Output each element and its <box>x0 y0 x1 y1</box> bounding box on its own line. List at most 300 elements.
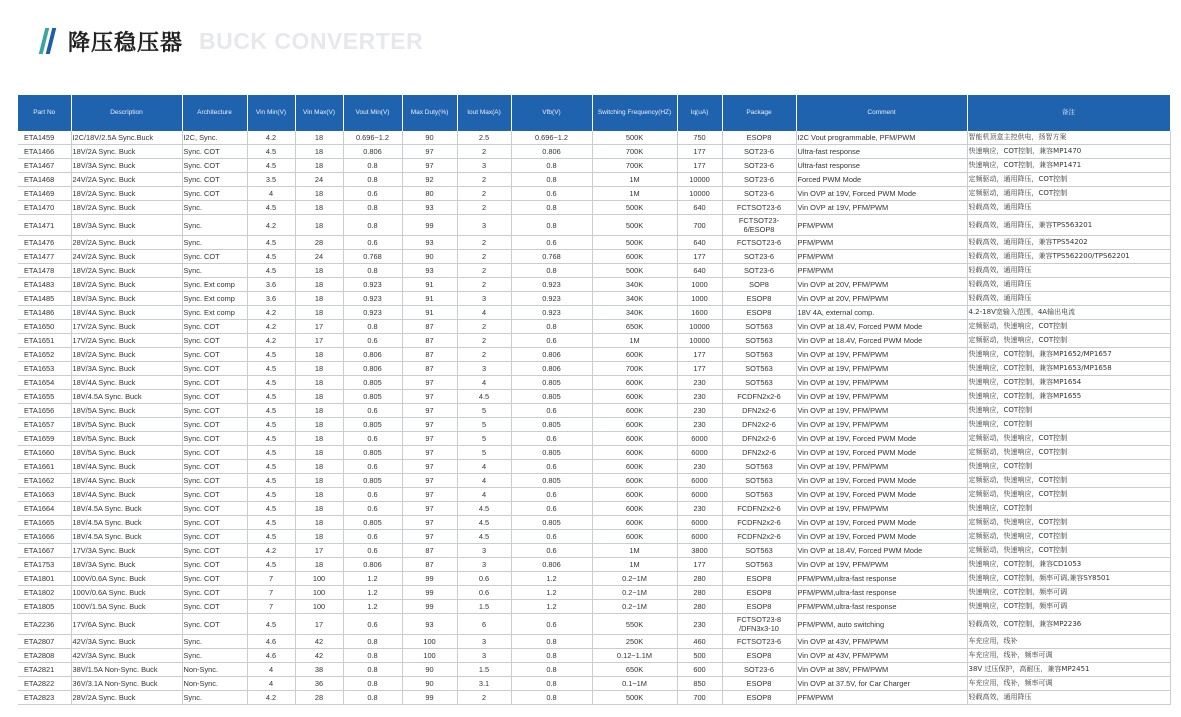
table-cell: DFN2x2-6 <box>722 418 796 432</box>
table-cell: Sync. COT <box>182 145 247 159</box>
table-row <box>18 516 1170 530</box>
table-row <box>18 278 1170 292</box>
table-cell: 230 <box>677 390 722 404</box>
table-cell: 2 <box>457 278 511 292</box>
table-cell: Vin OVP at 19V, Forced PWM Mode <box>796 474 967 488</box>
table-cell: 3 <box>457 292 511 306</box>
table-cell: 18V/2A Sync. Buck <box>71 264 182 278</box>
table-cell: 42V/3A Sync. Buck <box>71 635 182 649</box>
table-cell: 0.6 <box>343 530 402 544</box>
table-row <box>18 145 1170 159</box>
table-cell: 0.6 <box>511 460 592 474</box>
table-cell: 18 <box>295 264 343 278</box>
table-cell: 2 <box>457 201 511 215</box>
table-cell: 0.923 <box>511 306 592 320</box>
table-cell: ETA1802 <box>18 586 71 600</box>
table-cell: 快速响应，COT控制，兼容MP1652/MP1657 <box>967 348 1170 362</box>
table-cell: 850 <box>677 677 722 691</box>
table-cell: 0.6 <box>343 544 402 558</box>
table-cell: 17 <box>295 544 343 558</box>
table-cell: 轻载高效，通用降压，兼容TPS562200/TPS62201 <box>967 250 1170 264</box>
table-cell: 18 <box>295 516 343 530</box>
table-cell: ETA1656 <box>18 404 71 418</box>
table-cell: 4 <box>247 663 295 677</box>
table-cell: 1.2 <box>343 600 402 614</box>
table-cell: 快速响应，COT控制，频率可调 <box>967 600 1170 614</box>
table-cell: 0.8 <box>511 677 592 691</box>
table-cell: Sync. Ext comp <box>182 306 247 320</box>
table-cell: 0.6 <box>343 187 402 201</box>
table-cell: 1.2 <box>511 586 592 600</box>
table-cell: Sync. <box>182 201 247 215</box>
table-cell: 18 <box>295 145 343 159</box>
table-cell: 0.6 <box>343 502 402 516</box>
table-cell: PFM/PWM,ultra-fast response <box>796 586 967 600</box>
table-cell: ETA1654 <box>18 376 71 390</box>
table-cell: 18V/2A Sync. Buck <box>71 145 182 159</box>
table-cell: 18 <box>295 201 343 215</box>
table-cell: SOT23-6 <box>722 159 796 173</box>
table-row <box>18 376 1170 390</box>
table-cell: 18V/2A Sync. Buck <box>71 201 182 215</box>
table-row <box>18 544 1170 558</box>
table-cell: ETA1801 <box>18 572 71 586</box>
table-cell: 0.805 <box>343 446 402 460</box>
table-cell: 0.8 <box>343 691 402 705</box>
table-cell: 0.8 <box>511 201 592 215</box>
table-cell: 0.806 <box>511 558 592 572</box>
table-cell: 1.2 <box>511 572 592 586</box>
table-cell: 0.923 <box>511 292 592 306</box>
table-cell: 0.768 <box>511 250 592 264</box>
table-cell: ETA1476 <box>18 236 71 250</box>
table-cell: 7 <box>247 586 295 600</box>
table-cell: 17 <box>295 320 343 334</box>
table-cell: 17V/2A Sync. Buck <box>71 320 182 334</box>
table-cell: Sync. <box>182 264 247 278</box>
table-cell: 4.5 <box>247 488 295 502</box>
table-row <box>18 572 1170 586</box>
table-cell: 97 <box>402 516 457 530</box>
table-cell: 4.5 <box>247 250 295 264</box>
table-cell: ESOP8 <box>722 691 796 705</box>
table-cell: 18V/3A Sync. Buck <box>71 292 182 306</box>
table-cell: 640 <box>677 236 722 250</box>
table-cell: 0.6 <box>511 530 592 544</box>
table-cell: 0.1~1M <box>592 677 677 691</box>
table-cell: 18V/4.5A Sync. Buck <box>71 502 182 516</box>
table-cell: DFN2x2-6 <box>722 446 796 460</box>
table-row <box>18 460 1170 474</box>
table-cell: 600K <box>592 530 677 544</box>
table-cell: Sync. COT <box>182 446 247 460</box>
table-cell: Vin OVP at 19V, Forced PWM Mode <box>796 516 967 530</box>
table-cell: ETA2822 <box>18 677 71 691</box>
table-cell: 1000 <box>677 292 722 306</box>
table-cell: SOT23-6 <box>722 264 796 278</box>
table-cell: 28 <box>295 691 343 705</box>
table-cell: 0.6 <box>343 404 402 418</box>
table-row <box>18 649 1170 663</box>
table-cell: 18V/3A Sync. Buck <box>71 159 182 173</box>
table-cell: 90 <box>402 250 457 264</box>
table-cell: SOT563 <box>722 348 796 362</box>
table-row <box>18 390 1170 404</box>
table-cell: ETA2236 <box>18 614 71 635</box>
table-cell: 6000 <box>677 432 722 446</box>
table-cell: I2C/18V/2.5A Sync.Buck <box>71 131 182 145</box>
table-cell: 轻载高效，COT控制，兼容MP2236 <box>967 614 1170 635</box>
table-cell: ETA2821 <box>18 663 71 677</box>
table-cell: 4.5 <box>247 236 295 250</box>
table-cell: 600K <box>592 474 677 488</box>
table-cell: PFM/PWM, auto switching <box>796 614 967 635</box>
table-cell: 100 <box>402 649 457 663</box>
table-cell: FCDFN2x2-6 <box>722 502 796 516</box>
table-cell: 750 <box>677 131 722 145</box>
table-cell: PFM/PWM <box>796 264 967 278</box>
table-cell: Vin OVP at 19V, PFM/PWM <box>796 418 967 432</box>
page-header <box>40 24 423 58</box>
table-cell: 97 <box>402 390 457 404</box>
table-cell: 快速响应，COT控制，频率可调 <box>967 586 1170 600</box>
table-cell: 500K <box>592 201 677 215</box>
table-cell: SOT563 <box>722 558 796 572</box>
table-cell: 0.8 <box>343 635 402 649</box>
table-cell: 280 <box>677 600 722 614</box>
table-cell: 17V/6A Sync. Buck <box>71 614 182 635</box>
table-cell: 97 <box>402 460 457 474</box>
table-cell: 0.8 <box>343 215 402 236</box>
table-cell: 87 <box>402 348 457 362</box>
table-cell: SOT563 <box>722 544 796 558</box>
table-header <box>18 95 1170 131</box>
column-header: Vin Max(V) <box>295 95 343 131</box>
column-header: Iout Max(A) <box>457 95 511 131</box>
table-cell: 18 <box>295 187 343 201</box>
table-cell: ETA1659 <box>18 432 71 446</box>
table-cell: 1.5 <box>457 600 511 614</box>
table-cell: Sync. COT <box>182 502 247 516</box>
table-cell: 97 <box>402 418 457 432</box>
table-cell: 600K <box>592 516 677 530</box>
table-cell: 0.8 <box>511 649 592 663</box>
table-cell: 2 <box>457 173 511 187</box>
table-cell: 4.5 <box>457 516 511 530</box>
table-cell: 3 <box>457 649 511 663</box>
table-cell: 6000 <box>677 516 722 530</box>
table-cell: 3 <box>457 544 511 558</box>
table-cell: 0.805 <box>343 474 402 488</box>
table-cell: 4.5 <box>247 145 295 159</box>
table-cell: FCDFN2x2-6 <box>722 390 796 404</box>
table-cell: 轻载高效，通用降压，兼容TPS563201 <box>967 215 1170 236</box>
table-cell: 18 <box>295 474 343 488</box>
table-cell: 0.6 <box>511 502 592 516</box>
table-row <box>18 292 1170 306</box>
table-cell: ETA1486 <box>18 306 71 320</box>
table-cell: 3800 <box>677 544 722 558</box>
table-cell: 4.2 <box>247 334 295 348</box>
table-cell: SOT23-6 <box>722 173 796 187</box>
table-cell: 18 <box>295 418 343 432</box>
table-cell: 4.5 <box>247 432 295 446</box>
table-cell: 4.5 <box>247 558 295 572</box>
table-cell: Vin OVP at 19V, PFM/PWM <box>796 362 967 376</box>
table-cell: ETA1652 <box>18 348 71 362</box>
table-cell: 17V/2A Sync. Buck <box>71 334 182 348</box>
table-cell: 99 <box>402 572 457 586</box>
table-row <box>18 264 1170 278</box>
table-cell: 快速响应，COT控制 <box>967 502 1170 516</box>
table-row <box>18 173 1170 187</box>
table-row <box>18 502 1170 516</box>
table-cell: 177 <box>677 145 722 159</box>
table-cell: 0.8 <box>511 635 592 649</box>
table-cell: ESOP8 <box>722 600 796 614</box>
table-cell: Vin OVP at 19V, PFM/PWM <box>796 460 967 474</box>
table-cell: 3.1 <box>457 677 511 691</box>
table-cell: 24 <box>295 250 343 264</box>
table-cell: Non-Sync. <box>182 663 247 677</box>
table-cell: 3 <box>457 159 511 173</box>
table-cell: 91 <box>402 306 457 320</box>
table-cell: 6000 <box>677 474 722 488</box>
table-cell: 5 <box>457 432 511 446</box>
table-cell: 0.6 <box>343 488 402 502</box>
table-cell: 定频驱动，快速响应，COT控制 <box>967 544 1170 558</box>
table-cell: 18 <box>295 362 343 376</box>
table-cell: Sync. COT <box>182 334 247 348</box>
table-cell: 177 <box>677 159 722 173</box>
table-cell: 0.805 <box>511 516 592 530</box>
table-cell: Non-Sync. <box>182 677 247 691</box>
table-cell: ESOP8 <box>722 586 796 600</box>
table-row <box>18 600 1170 614</box>
table-cell: 2 <box>457 348 511 362</box>
table-cell: 定频驱动，快速响应，COT控制 <box>967 432 1170 446</box>
table-cell: 100V/0.6A Sync. Buck <box>71 572 182 586</box>
table-cell: 4.5 <box>457 390 511 404</box>
table-cell: 18V/3A Sync. Buck <box>71 215 182 236</box>
table-cell: Vin OVP at 19V, Forced PWM Mode <box>796 432 967 446</box>
table-row <box>18 159 1170 173</box>
table-cell: 0.923 <box>343 306 402 320</box>
table-row <box>18 677 1170 691</box>
table-cell: 4 <box>457 460 511 474</box>
table-cell: ETA2807 <box>18 635 71 649</box>
table-cell: Forced PWM Mode <box>796 173 967 187</box>
table-cell: 定频驱动，快速响应，COT控制 <box>967 334 1170 348</box>
table-row <box>18 236 1170 250</box>
table-cell: 0.6 <box>343 334 402 348</box>
table-cell: 18V/4A Sync. Buck <box>71 488 182 502</box>
table-cell: 0.923 <box>511 278 592 292</box>
table-cell: ETA1666 <box>18 530 71 544</box>
table-cell: 500K <box>592 236 677 250</box>
table-row <box>18 530 1170 544</box>
table-cell: 定频驱动，快速响应，COT控制 <box>967 488 1170 502</box>
table-cell: ETA1467 <box>18 159 71 173</box>
table-cell: 177 <box>677 558 722 572</box>
table-cell: Vin OVP at 19V, PFM/PWM <box>796 502 967 516</box>
table-cell: ETA1663 <box>18 488 71 502</box>
table-cell: FCTSOT23-6 <box>722 201 796 215</box>
table-cell: 97 <box>402 145 457 159</box>
table-cell: 0.6 <box>511 334 592 348</box>
table-cell: 87 <box>402 362 457 376</box>
table-cell: 600K <box>592 460 677 474</box>
table-row <box>18 187 1170 201</box>
table-cell: 3 <box>457 362 511 376</box>
table-cell: 18V/2A Sync. Buck <box>71 348 182 362</box>
table-cell: ETA1660 <box>18 446 71 460</box>
table-cell: 0.2~1M <box>592 586 677 600</box>
table-cell: 18V/4A Sync. Buck <box>71 376 182 390</box>
table-cell: 42 <box>295 635 343 649</box>
product-table <box>18 95 1171 705</box>
table-row <box>18 418 1170 432</box>
table-cell: 10000 <box>677 187 722 201</box>
table-cell: 4.5 <box>247 516 295 530</box>
table-cell: 4.5 <box>247 159 295 173</box>
table-cell: 230 <box>677 376 722 390</box>
table-cell: 0.8 <box>343 159 402 173</box>
table-cell: 4.5 <box>247 404 295 418</box>
table-cell: 28V/2A Sync. Buck <box>71 691 182 705</box>
table-cell: 0.8 <box>343 201 402 215</box>
table-cell: Vin OVP at 18.4V, Forced PWM Mode <box>796 544 967 558</box>
table-cell: 4.5 <box>247 376 295 390</box>
table-cell: 0.2~1M <box>592 600 677 614</box>
table-cell: 1M <box>592 558 677 572</box>
table-cell: 18 <box>295 432 343 446</box>
table-cell: FCDFN2x2-6 <box>722 516 796 530</box>
table-cell: 80 <box>402 187 457 201</box>
table-cell: 28 <box>295 236 343 250</box>
table-cell: 97 <box>402 474 457 488</box>
table-cell: 2 <box>457 320 511 334</box>
table-cell: Ultra-fast response <box>796 159 967 173</box>
table-cell: 0.805 <box>511 418 592 432</box>
table-cell: DFN2x2-6 <box>722 404 796 418</box>
table-cell: 97 <box>402 376 457 390</box>
table-cell: 0.6 <box>511 614 592 635</box>
table-cell: 0.806 <box>343 348 402 362</box>
table-cell: 3 <box>457 215 511 236</box>
table-cell: SOT563 <box>722 474 796 488</box>
table-cell: 0.8 <box>343 173 402 187</box>
table-cell: 车充应用，线补 <box>967 635 1170 649</box>
table-cell: 0.6 <box>343 236 402 250</box>
table-cell: 340K <box>592 306 677 320</box>
table-cell: 97 <box>402 446 457 460</box>
table-cell: 快速响应，COT控制，兼容MP1470 <box>967 145 1170 159</box>
table-cell: 4 <box>457 474 511 488</box>
table-cell: 250K <box>592 635 677 649</box>
table-cell: 640 <box>677 264 722 278</box>
table-cell: 0.8 <box>343 677 402 691</box>
table-cell: 轻载高效，通用降压 <box>967 691 1170 705</box>
table-cell: 4.2 <box>247 131 295 145</box>
table-cell: 18 <box>295 558 343 572</box>
table-cell: Vin OVP at 19V, PFM/PWM <box>796 558 967 572</box>
table-cell: Vin OVP at 19V, PFM/PWM <box>796 348 967 362</box>
table-cell: 1.5 <box>457 663 511 677</box>
table-cell: Sync. COT <box>182 558 247 572</box>
table-cell: 18V/4A Sync. Buck <box>71 306 182 320</box>
table-cell: Sync. COT <box>182 516 247 530</box>
table-cell: 91 <box>402 292 457 306</box>
table-cell: 18 <box>295 278 343 292</box>
table-cell: 快速响应，COT控制 <box>967 460 1170 474</box>
table-cell: 600 <box>677 663 722 677</box>
table-row <box>18 691 1170 705</box>
table-cell: 定频驱动，通用降压，COT控制 <box>967 187 1170 201</box>
table-row <box>18 404 1170 418</box>
table-cell: 定频驱动，快速响应，COT控制 <box>967 516 1170 530</box>
table-cell: 3 <box>457 635 511 649</box>
column-header: Comment <box>796 95 967 131</box>
table-cell: Sync. COT <box>182 320 247 334</box>
table-cell: Sync. <box>182 635 247 649</box>
table-cell: Vin OVP at 18.4V, Forced PWM Mode <box>796 334 967 348</box>
table-cell: 4 <box>457 376 511 390</box>
table-cell: 4.5 <box>247 460 295 474</box>
table-cell: 460 <box>677 635 722 649</box>
table-cell: 600K <box>592 502 677 516</box>
table-cell: 177 <box>677 250 722 264</box>
table-cell: 18 <box>295 215 343 236</box>
table-cell: 0.6 <box>457 572 511 586</box>
table-cell: 18V/5A Sync. Buck <box>71 418 182 432</box>
table-cell: Ultra-fast response <box>796 145 967 159</box>
table-cell: 0.6 <box>511 544 592 558</box>
table-cell: ESOP8 <box>722 131 796 145</box>
table-cell: 18 <box>295 306 343 320</box>
page-title: 降压稳压器 <box>68 30 184 56</box>
table-cell: 4.6 <box>247 649 295 663</box>
table-cell: 92 <box>402 173 457 187</box>
table-row <box>18 446 1170 460</box>
table-cell: Sync. COT <box>182 404 247 418</box>
table-cell: 87 <box>402 334 457 348</box>
table-cell: ESOP8 <box>722 306 796 320</box>
table-cell: 93 <box>402 236 457 250</box>
table-cell: ETA1662 <box>18 474 71 488</box>
table-cell: 18 <box>295 446 343 460</box>
table-cell: Vin OVP at 37.5V, for Car Charger <box>796 677 967 691</box>
table-cell: 4.2-18V宽输入范围，4A输出电流 <box>967 306 1170 320</box>
table-cell: 93 <box>402 264 457 278</box>
table-cell: Sync. COT <box>182 390 247 404</box>
table-cell: 500 <box>677 649 722 663</box>
table-cell: ETA1470 <box>18 201 71 215</box>
table-cell: 10000 <box>677 320 722 334</box>
table-row <box>18 614 1170 635</box>
table-row <box>18 131 1170 145</box>
table-cell: 600K <box>592 376 677 390</box>
table-cell: Vin OVP at 43V, PFM/PWM <box>796 635 967 649</box>
table-cell: 定频驱动，快速响应，COT控制 <box>967 320 1170 334</box>
table-cell: 700 <box>677 215 722 236</box>
table-cell: 4.5 <box>247 530 295 544</box>
table-cell: 1.2 <box>511 600 592 614</box>
table-cell: 90 <box>402 663 457 677</box>
table-cell: 700K <box>592 145 677 159</box>
table-cell: 90 <box>402 677 457 691</box>
table-cell: 4 <box>247 187 295 201</box>
